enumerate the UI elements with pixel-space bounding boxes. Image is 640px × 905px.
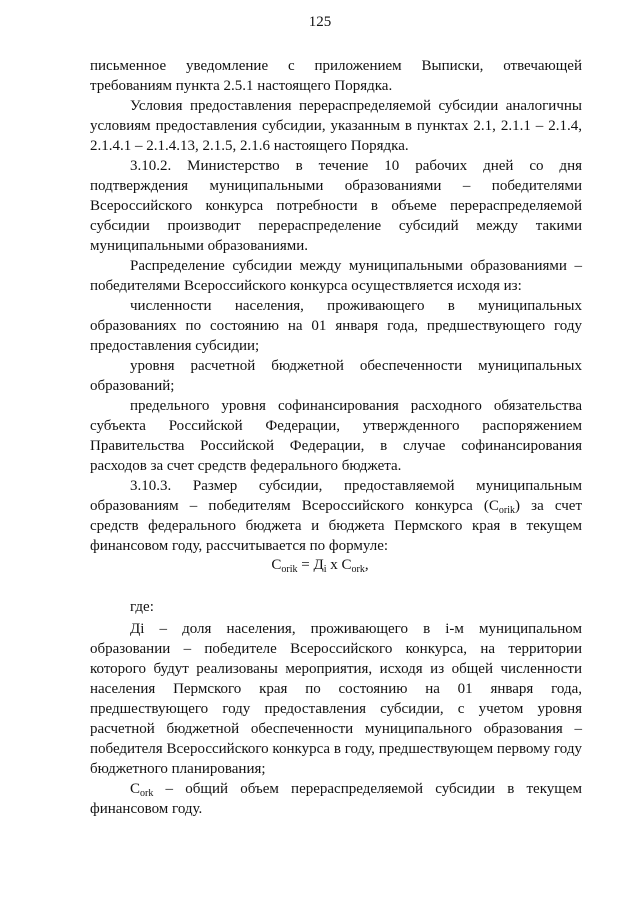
paragraph-3-10-2: 3.10.2. Министерство в течение 10 рабочих дней со дня подтверждения муниципальными образованиями – победителями Всероссийского конкурса потребности в объеме перераспределяемой субсидии производит перераспределение субсидий между такими муниципальными образованиями. [90,158,582,254]
paragraph-distribution: Распределение субсидии между муниципальными образованиями – победителями Всероссийского конкурса осуществляется исходя из: [90,258,582,294]
formula [0,555,640,575]
paragraph-conditions: Условия предоставления перераспределяемой субсидии аналогичны условиям предоставления субсидии, указанным в пунктах 2.1, 2.1.1 – 2.1.4, 2.1.4.1 – 2.1.4.13, 2.1.5, 2.1.6 настоящего Порядка. [90,98,582,154]
formula-eq-d: = Д [297,557,324,573]
formula-sub-ork: ork [351,564,365,575]
paragraph-notification: письменное уведомление с приложением Выписки, отвечающей требованиям пункта 2.5.1 настоящего Порядка. [90,58,582,94]
definition-di: Дi – доля населения, проживающего в i-м муниципальном образовании – победителе Всероссийского конкурса, на территории которого будут реализованы мероприятия, исходя из общей численности населения Пермского края по состоянию на 01 января года, предшествующего году предоставления субсидии, с учетом уровня расчетной бюджетной обеспеченности муниципального образования – победителя Всероссийского конкурса в году, предшествующем первому году бюджетного планирования; [90,621,582,777]
text-block-lower [90,619,582,819]
paragraph-3-10-3-part-b: ) за счет средств федерального бюджета и бюджета Пермского края в текущем финансовом году, рассчитывается по формуле: [90,498,582,554]
formula-sub-i: i [323,564,327,575]
definition-cork-text: – общий объем перераспределяемой субсидии в текущем финансовом году. [90,781,582,817]
formula-c: С [271,557,282,573]
subscript-orik: orik [498,505,515,516]
subscript-ork: ork [140,788,154,799]
paragraph-3-10-3-part-a: 3.10.3. Размер субсидии, предоставляемой муниципальным образованиям – победителям Всероссийского конкурса (С [90,478,582,514]
formula-comma: , [364,557,369,573]
definition-cork-symbol: С [130,781,141,797]
definition-cork [90,779,582,819]
formula-times-c: x С [326,557,352,573]
formula-sub-orik: orik [281,564,298,575]
list-item-cofinancing: предельного уровня софинансирования расходного обязательства субъекта Российской Федерации, утвержденного распоряжением Правительства Российской Федерации, в случае софинансирования расходов за счет средств федерального бюджета. [90,398,582,474]
paragraph-3-10-3 [90,476,582,556]
list-item-budget-level: уровня расчетной бюджетной обеспеченности муниципальных образований; [90,358,582,394]
page-number: 125 [308,14,332,30]
text-block-upper [90,56,582,556]
where-label: где: [130,599,154,615]
list-item-population: численности населения, проживающего в муниципальных образованиях по состоянию на 01 января года, предшествующего году предоставления субсидии; [90,298,582,354]
